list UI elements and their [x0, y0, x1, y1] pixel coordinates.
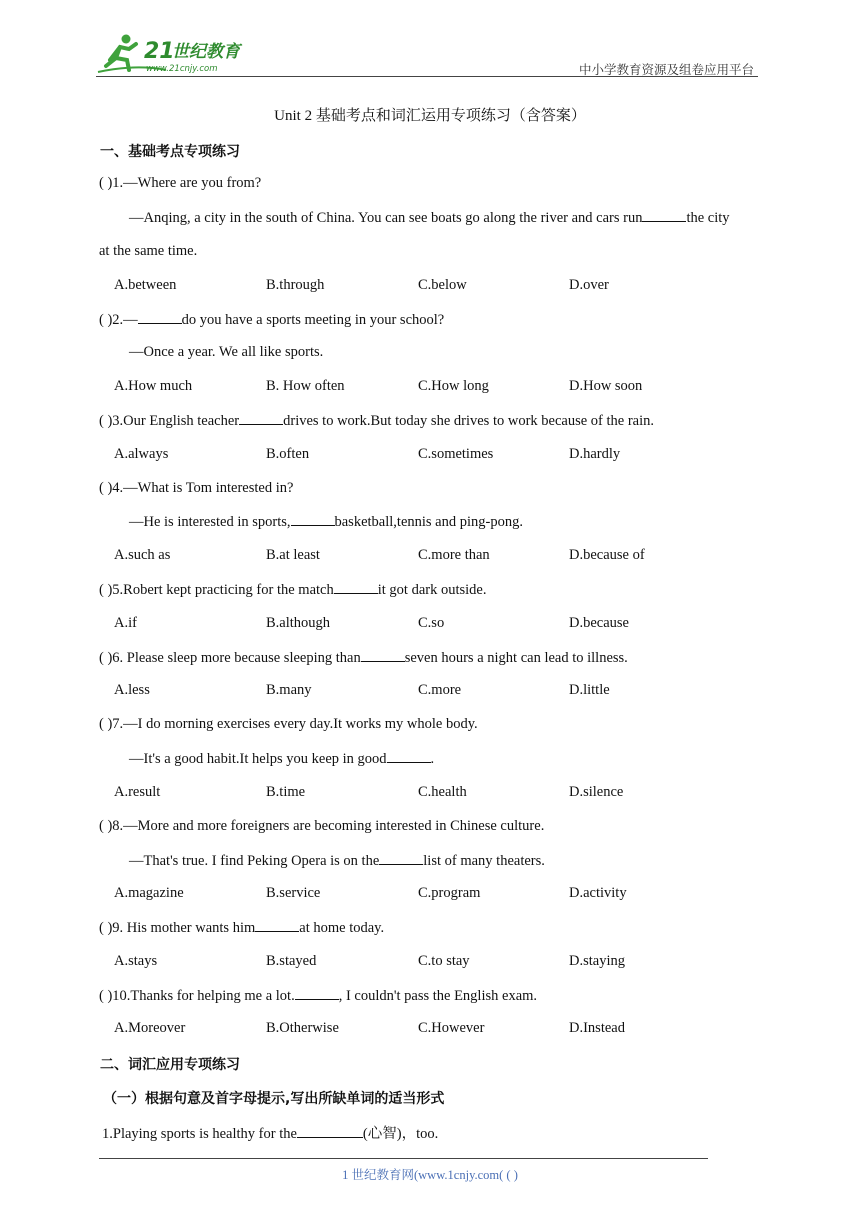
q3-option-c[interactable]: C.sometimes [418, 446, 494, 462]
vocab-question-1: 1.Playing sports is healthy for the (心智)，too. [102, 1126, 439, 1142]
q7-option-b[interactable]: B.time [266, 784, 306, 800]
page-footer: 1 世纪教育网(www.1cnjy.com( ( ) [342, 1168, 518, 1182]
section-heading-1: 一、基础考点专项练习 [100, 144, 240, 160]
q7-option-c[interactable]: C.health [418, 784, 467, 800]
answer-blank[interactable] [291, 513, 335, 526]
q6-option-d[interactable]: D.little [569, 682, 610, 698]
question-1-reply: —Anqing, a city in the south of China. You can see boats go along the river and cars run the city [129, 210, 730, 226]
q1-option-a[interactable]: A.between [114, 277, 177, 293]
q1-option-d[interactable]: D.over [569, 277, 609, 293]
q8-option-d[interactable]: D.activity [569, 885, 627, 901]
answer-blank[interactable] [379, 852, 423, 865]
answer-blank[interactable] [138, 311, 182, 324]
q2-option-b[interactable]: B. How often [266, 378, 345, 394]
q1-option-b[interactable]: B.through [266, 277, 325, 293]
page-header [96, 30, 758, 78]
question-9-stem: ( )9. His mother wants him at home today. [99, 920, 385, 936]
question-4-reply: —He is interested in sports, basketball,tennis and ping-pong. [129, 514, 523, 530]
q10-option-b[interactable]: B.Otherwise [266, 1020, 339, 1036]
q6-option-c[interactable]: C.more [418, 682, 462, 698]
question-3-stem: ( )3.Our English teacher drives to work.But today she drives to work because of the rain. [99, 413, 654, 429]
question-8-stem: ( )8.—More and more foreigners are becoming interested in Chinese culture. [99, 818, 545, 834]
question-6-stem: ( )6. Please sleep more because sleeping than seven hours a night can lead to illness. [99, 650, 628, 666]
q10-option-a[interactable]: A.Moreover [114, 1020, 186, 1036]
svg-text:www.21cnjy.com: www.21cnjy.com [146, 64, 218, 74]
q2-option-d[interactable]: D.How soon [569, 378, 643, 394]
q5-option-b[interactable]: B.although [266, 615, 331, 631]
q9-option-a[interactable]: A.stays [114, 953, 158, 969]
q10-option-c[interactable]: C.However [418, 1020, 485, 1036]
answer-blank[interactable] [255, 919, 299, 932]
q8-option-a[interactable]: A.magazine [114, 885, 184, 901]
answer-blank[interactable] [295, 987, 339, 1000]
answer-blank[interactable] [297, 1125, 363, 1138]
q6-option-a[interactable]: A.less [114, 682, 150, 698]
q4-option-a[interactable]: A.such as [114, 547, 171, 563]
site-logo [96, 30, 266, 76]
question-10-stem: ( )10.Thanks for helping me a lot. , I couldn't pass the English exam. [99, 988, 538, 1004]
q8-option-b[interactable]: B.service [266, 885, 321, 901]
question-1-reply-cont: at the same time. [99, 243, 198, 259]
q3-option-d[interactable]: D.hardly [569, 446, 621, 462]
svg-text:世纪教育: 世纪教育 [172, 42, 240, 62]
q2-option-c[interactable]: C.How long [418, 378, 489, 394]
footer-divider [99, 1158, 708, 1159]
svg-text:21: 21 [144, 39, 175, 64]
answer-blank[interactable] [361, 649, 405, 662]
q5-option-a[interactable]: A.if [114, 615, 137, 631]
q8-option-c[interactable]: C.program [418, 885, 481, 901]
q7-option-a[interactable]: A.result [114, 784, 161, 800]
answer-blank[interactable] [387, 750, 431, 763]
header-divider [96, 76, 758, 77]
subsection-heading-1: （一）根据句意及首字母提示,写出所缺单词的适当形式 [103, 1091, 445, 1107]
q4-option-b[interactable]: B.at least [266, 547, 320, 563]
q9-option-b[interactable]: B.stayed [266, 953, 317, 969]
answer-blank[interactable] [334, 581, 378, 594]
question-1-stem: ( )1.—Where are you from? [99, 175, 262, 191]
q10-option-d[interactable]: D.Instead [569, 1020, 625, 1036]
q7-option-d[interactable]: D.silence [569, 784, 624, 800]
page-title: Unit 2 基础考点和词汇运用专项练习（含答案） [274, 108, 586, 124]
section-heading-2: 二、词汇应用专项练习 [100, 1057, 240, 1073]
platform-name: 中小学教育资源及组卷应用平台 [578, 62, 754, 77]
q5-option-d[interactable]: D.because [569, 615, 629, 631]
question-8-reply: —That's true. I find Peking Opera is on the list of many theaters. [129, 853, 545, 869]
q2-option-a[interactable]: A.How much [114, 378, 193, 394]
question-5-stem: ( )5.Robert kept practicing for the match it got dark outside. [99, 582, 487, 598]
q4-option-d[interactable]: D.because of [569, 547, 645, 563]
q3-option-b[interactable]: B.often [266, 446, 310, 462]
answer-blank[interactable] [642, 209, 686, 222]
q5-option-c[interactable]: C.so [418, 615, 445, 631]
question-7-stem: ( )7.—I do morning exercises every day.It works my whole body. [99, 716, 478, 732]
q6-option-b[interactable]: B.many [266, 682, 312, 698]
q1-option-c[interactable]: C.below [418, 277, 467, 293]
q3-option-a[interactable]: A.always [114, 446, 169, 462]
q9-option-c[interactable]: C.to stay [418, 953, 470, 969]
answer-blank[interactable] [239, 412, 283, 425]
question-2-reply: —Once a year. We all like sports. [129, 344, 324, 360]
question-4-stem: ( )4.—What is Tom interested in? [99, 480, 294, 496]
q4-option-c[interactable]: C.more than [418, 547, 490, 563]
question-2-stem: ( )2.— do you have a sports meeting in your school? [99, 312, 445, 328]
q9-option-d[interactable]: D.staying [569, 953, 625, 969]
question-7-reply: —It's a good habit.It helps you keep in good . [129, 751, 435, 767]
